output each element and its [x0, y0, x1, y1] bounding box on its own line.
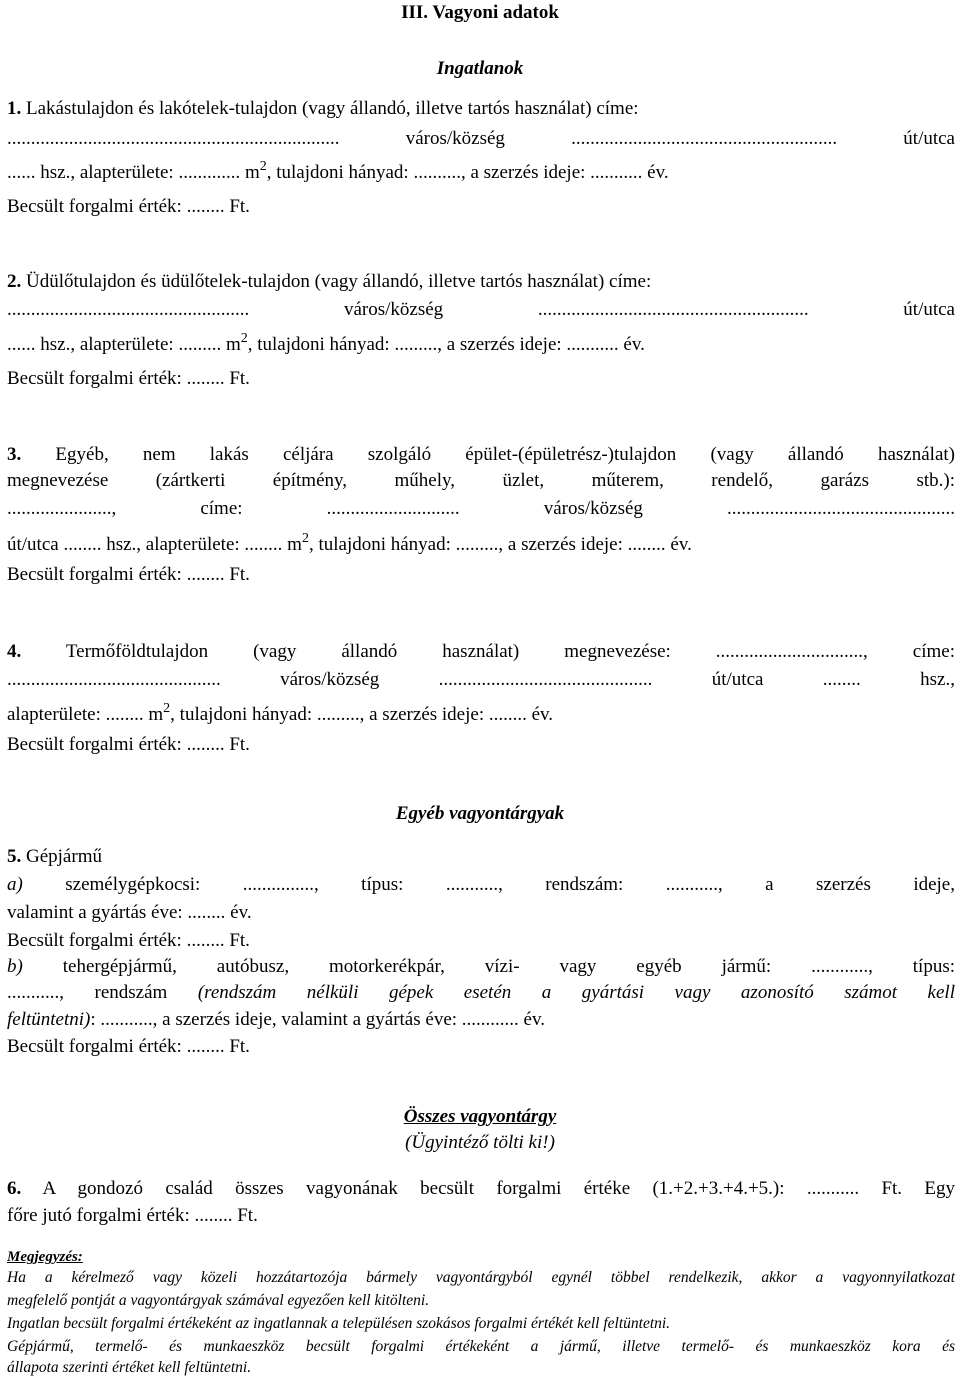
total-heading: Összes vagyontárgy [403, 1106, 557, 1127]
total-subheading: (Ügyintéző tölti ki!) [405, 1132, 555, 1153]
section-title: III. Vagyoni adatok [401, 2, 559, 23]
note-line4: Gépjármű, termelő- és munkaeszköz becsült forgalmi értékeként a jármű, illetve termelő- és munkaeszköz kora és [7, 1338, 955, 1355]
note-line2: megfelelő pontját a vagyontárgyak számával egyezően kell kitölteni. [7, 1292, 430, 1309]
item2-value: Becsült forgalmi érték: ........ Ft. [7, 368, 250, 389]
item1-line1: 1. Lakástulajdon és lakótelek-tulajdon (vagy állandó, illetve tartós használat) címe: [7, 98, 639, 119]
other-assets-heading: Egyéb vagyontárgyak [395, 803, 565, 824]
item5-a-line1: a) személygépkocsi: ..............., típus: ..........., rendszám: ..........., a szerzés ideje, [7, 874, 955, 895]
item1-line2: ...................................................................... város/község ........................................................ út/utca [7, 128, 955, 149]
item1-value: Becsült forgalmi érték: ........ Ft. [7, 196, 250, 217]
note-line1: Ha a kérelmező vagy közeli hozzátartozója bármely vagyontárgyból egynél többel rendelkezik, akkor a vagyonnyilatkozat [7, 1269, 955, 1286]
item2-line2: ................................................... város/község ......................................................... út/utca [7, 299, 955, 320]
note-label: Megjegyzés: [7, 1249, 83, 1265]
item4-line2: ............................................. város/község ............................................. út/utca ........ hsz., [7, 669, 955, 690]
item5-line1: 5. Gépjármű [7, 846, 102, 867]
real-estate-heading: Ingatlanok [436, 58, 524, 79]
item5-b-line2: ..........., rendszám (rendszám nélküli gépek esetén a gyártási vagy azonosító számot kell [7, 982, 955, 1003]
item2-line3: ...... hsz., alapterülete: ......... $m^2$, tulajdoni hányad: ........., a szerzés ideje: ........... év. [7, 331, 645, 355]
item6-line1: 6. A gondozó család összes vagyonának becsült forgalmi értéke (1.+2.+3.+4.+5.): ........... Ft. Egy [7, 1178, 955, 1199]
item5-b-value: Becsült forgalmi érték: ........ Ft. [7, 1036, 250, 1057]
note-line5: állapota szerinti értéket kell feltüntetni. [7, 1359, 252, 1376]
item4-line1: 4. Termőföldtulajdon (vagy állandó használat) megnevezése: ..............................., címe: [7, 641, 955, 662]
item2-line1: 2. Üdülőtulajdon és üdülőtelek-tulajdon (vagy állandó, illetve tartós használat) címe: [7, 271, 652, 292]
note-line3: Ingatlan becsült forgalmi értékeként az ingatlannak a településen szokásos forgalmi értékét kell feltüntetni. [7, 1315, 671, 1332]
item5-a-line2: valamint a gyártás éve: ........ év. [7, 902, 252, 923]
item3-line2: megnevezése (zártkerti építmény, műhely, üzlet, műterem, rendelő, garázs stb.): [7, 470, 955, 491]
item3-value: Becsült forgalmi érték: ........ Ft. [7, 564, 250, 585]
item5-b-line3: feltüntetni): ..........., a szerzés ideje, valamint a gyártás éve: ............ év. [7, 1009, 545, 1030]
item5-b-line1: b) tehergépjármű, autóbusz, motorkerékpár, vízi- vagy egyéb jármű: ............, típus: [7, 956, 955, 977]
item3-line3: ......................, címe: ............................ város/község ................................................ [7, 498, 955, 519]
item6-line2: főre jutó forgalmi érték: ........ Ft. [7, 1205, 258, 1226]
item3-line4: út/utca ........ hsz., alapterülete: ........ $m^2$, tulajdoni hányad: ........., a szerzés ideje: ........ év. [7, 531, 692, 555]
item1-line3: ...... hsz., alapterülete: ............. $m^2$, tulajdoni hányad: .........., a szerzés ideje: ........... év. [7, 159, 669, 183]
item3-line1: 3. Egyéb, nem lakás céljára szolgáló épület-(épületrész-)tulajdon (vagy állandó használat) [7, 444, 955, 465]
item4-value: Becsült forgalmi érték: ........ Ft. [7, 734, 250, 755]
item4-line3: alapterülete: ........ $m^2$, tulajdoni hányad: ........., a szerzés ideje: ........ év. [7, 701, 554, 725]
item5-a-value: Becsült forgalmi érték: ........ Ft. [7, 930, 250, 951]
